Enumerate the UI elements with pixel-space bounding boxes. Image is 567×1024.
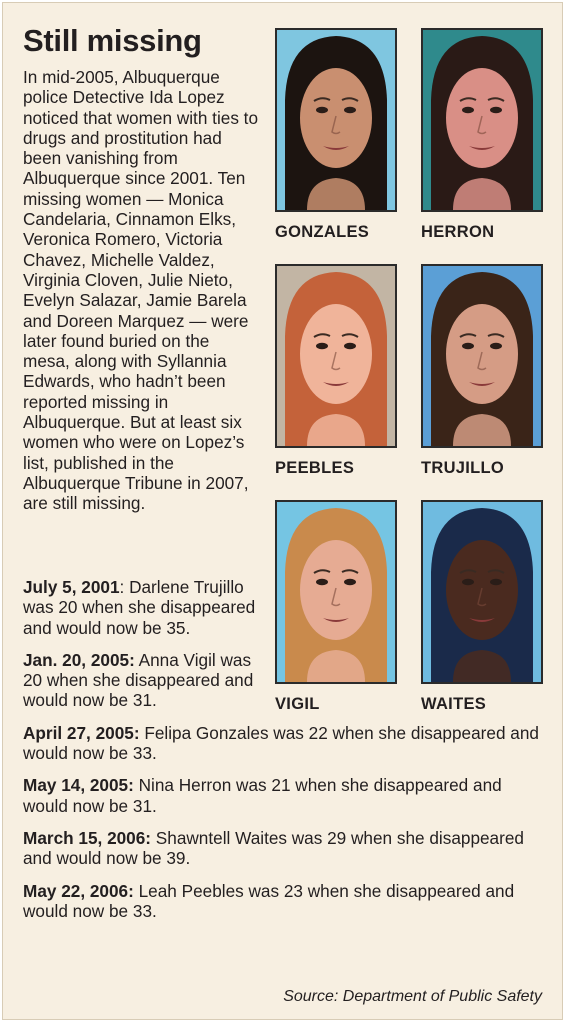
portrait-gonzales (277, 30, 395, 210)
portrait-right-eye (490, 343, 502, 349)
entry-peebles (23, 881, 543, 922)
caption-gonzales: GONZALES (275, 223, 370, 241)
entry-vigil (23, 650, 259, 711)
portrait-right-eye (344, 343, 356, 349)
photo-herron (421, 28, 543, 212)
caption-vigil: VIGIL (275, 695, 320, 713)
photo-gonzales (275, 28, 397, 212)
entry-date: May 14, 2005: (23, 775, 134, 796)
entry-text: Anna Vigil was 20 when she disappeared and would now be 31. (23, 649, 254, 711)
photo-trujillo (421, 264, 543, 448)
entry-waites (23, 828, 543, 869)
entry-date: July 5, 2001 (23, 577, 120, 597)
caption-peebles: PEEBLES (275, 459, 355, 477)
portrait-peebles (277, 266, 395, 446)
source-credit: Source: Department of Public Safety (283, 988, 542, 1005)
entry-date: April 27, 2005: (23, 722, 140, 743)
photo-peebles (275, 264, 397, 448)
infographic-panel (2, 2, 563, 1020)
entry-date: May 22, 2006: (23, 880, 134, 901)
intro-paragraph: In mid-2005, Albuquerque police Detective Ida Lopez noticed that women with ties to drugs and prostitution had been vanishing from Albuquerque since 2001. Ten missing women — Monica Candelaria, Cinnamon Elks, Veronica Romero, Victoria Chavez, Michelle Valdez, Virginia Cloven, Julie Nieto, Evelyn Salazar, Jamie Barela and Doreen Marquez — were later found buried on the mesa, along with Syllannia Edwards, who hadn’t been reported missing in Albuquerque. But at least six women who were on Lopez’s list, published in the Albuquerque Tribune in 2007, are still missing. (23, 67, 259, 514)
entry-gonzales (23, 723, 543, 764)
caption-herron: HERRON (421, 223, 495, 241)
portrait-right-eye (344, 107, 356, 113)
entry-date: Jan. 20, 2005: (23, 649, 135, 670)
entry-trujillo (23, 577, 259, 638)
entry-separator: : (119, 577, 125, 597)
portrait-right-eye (490, 107, 502, 113)
portrait-left-eye (316, 343, 328, 349)
entry-text: Felipa Gonzales was 22 when she disappeared and would now be 33. (23, 722, 539, 764)
entry-date: March 15, 2006: (23, 827, 152, 848)
entry-text: Shawntell Waites was 29 when she disappeared and would now be 39. (23, 827, 524, 869)
portrait-left-eye (462, 343, 474, 349)
entry-text: Leah Peebles was 23 when she disappeared and would now be 33. (23, 880, 515, 921)
portrait-left-eye (316, 107, 328, 113)
entry-herron (23, 775, 543, 816)
caption-trujillo: TRUJILLO (421, 459, 505, 477)
timeline-entries (23, 577, 543, 933)
headline: Still missing (23, 23, 202, 58)
entry-text: Nina Herron was 21 when she disappeared and would now be 31. (23, 775, 502, 816)
caption-waites: WAITES (421, 695, 487, 713)
portrait-trujillo (423, 266, 541, 446)
portrait-herron (423, 30, 541, 210)
entry-text: Darlene Trujillo was 20 when she disappeared and would now be 35. (23, 577, 256, 638)
portrait-left-eye (462, 107, 474, 113)
